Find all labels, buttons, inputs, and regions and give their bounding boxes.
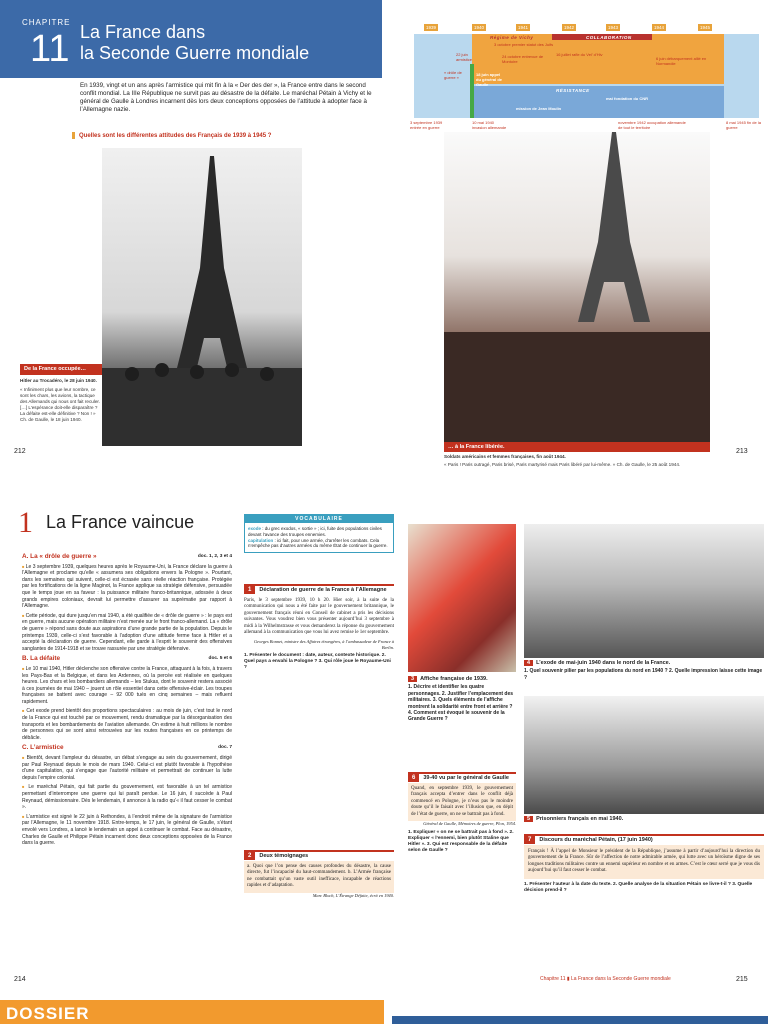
section-number: 1 xyxy=(18,506,33,539)
photo-hitler-trocadero xyxy=(102,148,302,446)
subsection-c-title: C. L’armistice xyxy=(22,744,64,752)
dossier-label: DOSSIER xyxy=(6,1004,90,1023)
timeline-collab-label: COLLABORATION xyxy=(586,35,632,40)
document-number: 5 xyxy=(524,816,533,822)
subsection-a-title: A. La « drôle de guerre » xyxy=(22,553,97,560)
caption-doc1-label-text: De la France occupée… xyxy=(24,366,87,372)
document-7-header xyxy=(524,836,764,845)
caption-doc2-title: Soldats américains et femmes françaises, fin août 1944. xyxy=(444,454,566,459)
lesson-paragraph: ■ Cet exode prend bientôt des proportions spectaculaires : au mois de juin, c’est tout le nord de la France qui est touché par ce mouvement, rendu dramatique par la désorganisation des transports et les bombardements de l’aviation allemande. On estime à huit millions le nombre de personnes qui se sont ainsi retrouvées sur les routes françaises en ce printemps de débâcle. xyxy=(22,708,232,741)
document-number: 7 xyxy=(524,836,535,844)
caption-doc2-quote: « Paris ! Paris outragé, Paris brisé, Paris martyrisé mais Paris libéré par lui-même. » Ch. de Gaulle, le 25 août 1944. xyxy=(444,462,681,467)
document-questions: 1. Décrire et identifier les quatre personnages. 2. Justifier l’emplacement des militaires. 3. Quels éléments de l’affiche montrent la solidarité entre front et arrière ? 4. Comment est évoqué le souvenir de la Grande Guerre ? xyxy=(408,684,514,723)
chapter-intro: En 1939, vingt et un ans après l’armistice qui mit fin à la « Der des der », la France entre dans le second conflit mondial. La IIIe République ne survit pas au désastre de la défaite. Le maréchal Pétain à Vichy et le général de Gaulle à Londres incarnent dès lors deux conceptions opposées de l’attitude à adopter face à l’Allemagne nazie. xyxy=(80,82,372,113)
caption-doc4-header xyxy=(524,660,764,666)
caption-doc3 xyxy=(408,676,516,723)
vocabulary-term: capitulation xyxy=(248,537,274,543)
vocabulary-term: exode xyxy=(248,526,262,531)
lesson-column xyxy=(22,550,232,850)
document-number: 1 xyxy=(244,586,255,594)
photo-prisoners-image xyxy=(524,696,764,814)
document-text: a. Quoi que l’on pense des causes profondes du désastre, la cause directe, fut l’incapacité du haut-commandement. b. L’Armée française ne combattait qu’un vaste outil inefficace, incapable de réactions rapides et d’adaptation. xyxy=(244,861,394,893)
timeline-event: mission de Jean Moulin xyxy=(516,106,562,111)
photo-liberation xyxy=(444,132,710,442)
caption-doc1 xyxy=(20,364,102,423)
caption-doc4 xyxy=(524,660,764,681)
timeline-event: novembre 1942 occupation allemande de tout le territoire xyxy=(618,120,686,130)
next-page-band xyxy=(392,1016,768,1024)
timeline-resistance-label: RÉSISTANCE xyxy=(556,88,590,93)
document-title: L’exode de mai-juin 1940 dans le nord de la France. xyxy=(536,660,671,666)
vocabulary-body xyxy=(245,523,393,552)
document-2 xyxy=(244,850,394,898)
lesson-paragraph: ■ Bientôt, devant l’ampleur du désastre, un débat s’engage au sein du gouvernement, dirigé par Paul Reynaud depuis le mois de mars 1940. Celui-ci est plutôt favorable à l’hypothèse d’une capitulation, qui s’engage que l’autorité militaire et permettrait de continuer la lutte depuis l’empire colonial. xyxy=(22,755,232,781)
timeline-event: mai fondation du CNR xyxy=(606,96,648,101)
timeline-year: 1941 xyxy=(518,25,529,30)
timeline-years xyxy=(406,24,764,32)
document-7 xyxy=(524,834,764,894)
document-questions: 1. Quel souvenir pilier par les populations du nord en 1940 ? 2. Quelle impression laisse cette image ? xyxy=(524,668,763,681)
timeline-event: 18 juin appel du général de Gaulle xyxy=(476,72,503,87)
document-title: Deux témoignages xyxy=(259,853,309,859)
lesson-paragraph: ■ Le 10 mai 1940, Hitler déclenche son offensive contre la France, attaquant à la fois, à travers les Pays-Bas et la Belgique, et dans les Ardennes, où la percée est réalisée en quelques heures. Les chars et les bombardiers allemands – les Stukas, dont le souvenir restera associé à ces journées de mai 1940 – jouent un rôle essentiel dans cette offensive-éclair. Les troupes françaises se battent avec courage – 92 000 tués en cinq semaines – mais refluent rapidement. xyxy=(22,666,232,706)
timeline-event: 8 mai 1945 fin de la guerre xyxy=(726,120,761,130)
footer-chapter-ref: Chapitre 11 ▮ La France dans la Seconde Guerre mondiale xyxy=(540,976,671,982)
page-number: 212 xyxy=(14,448,26,455)
chapter-title-line1: La France dans xyxy=(80,22,206,42)
page-number: 215 xyxy=(736,976,748,983)
subsection-c-header xyxy=(22,745,232,752)
vocabulary-box xyxy=(244,514,394,553)
caption-doc1-quote: « Infiniment plus que leur nombre, ce sont les chars, les avions, la tactique des Allemands qui nous ont fait reculer. […] L’espérance doit-elle disparaître ? La défaite est-elle définitive ? Non ! » Ch. de Gaulle, le 18 juin 1940. xyxy=(20,387,100,422)
document-number: 3 xyxy=(408,676,417,682)
timeline-year: 1940 xyxy=(474,25,485,30)
document-title: Affiche française de 1939. xyxy=(420,676,488,682)
caption-doc1-label xyxy=(20,364,102,375)
document-number: 6 xyxy=(408,774,419,782)
subsection-b-docs: doc. 5 et 6 xyxy=(208,656,232,662)
vocabulary-entry xyxy=(248,526,390,538)
lesson-paragraph: ■ Le maréchal Pétain, qui fait partie du gouvernement, est favorable à un tel armistice permettant d’interrompre une guerre qui lui paraît perdue. Le 16 juin, il succède à Paul Reynaud, démissionnaire. Dès le lendemain, il annonce à la radio qu’« il faut cesser le combat ». xyxy=(22,784,232,810)
vocabulary-definition: : du grec exodos, « sortie » ; ici, fuite des populations civiles devant l’avance des troupes ennemies. xyxy=(248,526,382,537)
section-title: La France vaincue xyxy=(46,512,195,532)
document-text: Paris, le 3 septembre 1939, 10 h 20. Hier soir, à la suite de la communication qui nous a été faite par le gouvernement britannique, le gouvernement français réuni en Conseil de cabinet a pris les décisions suivantes. Vous voudrez bien vous présenter aujourd’hui 3 septembre à midi à la Wilhelmstrasse et vous demanderez la réponse du gouvernement allemand à la communication que vous lui avez remise le 1er septembre. xyxy=(244,598,394,636)
document-questions: 1. Présenter l’auteur à la date du texte. 2. Quelle analyse de la situation Pétain se livre-t-il ? 3. Quelle décision prend-il ? xyxy=(524,881,753,893)
timeline-event: 6 juin débarquement allié en Normandie xyxy=(656,56,707,66)
page-212-213 xyxy=(0,0,768,496)
eiffel-tower-icon xyxy=(102,148,302,446)
timeline-year: 1942 xyxy=(564,25,575,30)
caption-doc5 xyxy=(524,816,764,822)
document-source: Général de Gaulle, Mémoires de guerre, Plon, 1954. xyxy=(423,821,516,827)
subsection-b-title: B. La défaite xyxy=(22,655,60,663)
timeline-year: 1943 xyxy=(608,25,619,30)
caption-doc2 xyxy=(444,442,710,468)
document-title: Déclaration de guerre de la France à l’Allemagne xyxy=(259,587,387,593)
page-number: 213 xyxy=(736,448,748,455)
vocabulary-entry xyxy=(248,538,390,550)
lesson-paragraph: ■ Cette période, qui dure jusqu’en mai 1940, a été qualifiée de « drôle de guerre » : le pays est en guerre, mais aucune opération militaire n’est menée sur le front franco-allemand. La « drôle de guerre » répond sans doute aux aspirations d’une grande partie de la population. Depuis le printemps 1939, celle-ci s’est favorable à l’adoption d’une attitude ferme face à Hitler et a accepté la déclaration de guerre. Cependant, elle garde à l’esprit le souvenir des offensives sanglantes de 1914-1918 et se trouve rassurée par une stratégie défensive. xyxy=(22,613,232,653)
timeline-event: 24 octobre entrevue de Montoire xyxy=(502,54,544,64)
document-6 xyxy=(408,772,516,854)
document-2-header xyxy=(244,852,394,861)
document-6-header xyxy=(408,774,516,783)
timeline-resistance-band xyxy=(472,86,724,118)
document-source: Marc Bloch, L’Étrange Défaite, écrit en 1940. xyxy=(312,892,394,898)
timeline-event: « drôle de guerre » xyxy=(444,70,462,80)
timeline-event: 3 octobre premier statut des Juifs xyxy=(494,42,554,47)
timeline-event: 16 juillet rafle du Vel’ d’Hiv xyxy=(556,52,603,57)
document-source: Georges Bonnet, ministre des Affaires étrangères, à l’ambassadeur de France à Berlin. xyxy=(254,639,394,650)
subsection-a-header xyxy=(22,554,232,561)
chapter-label: CHAPITRE xyxy=(22,18,71,27)
document-text: Quand, en septembre 1939, le gouvernement français accepta d’entrer dans le conflit déjà commencé en Pologne, je n’eus pas le moindre doute qu’il le faisait avec l’illusion que, en dépit de l’état de guerre, on ne se battrait pas à fond. xyxy=(408,783,516,821)
timeline xyxy=(406,24,764,130)
document-title: Prisonniers français en mai 1940. xyxy=(536,816,624,822)
document-number: 4 xyxy=(524,660,533,666)
lesson-paragraph: ■ L’armistice est signé le 22 juin à Rethondes, à l’endroit même de la signature de l’armistice par l’Allemagne, le 11 novembre 1918. Entre-temps, le 17 juin, le général de Gaulle, s’étant envolé vers Londres, a lancé le lendemain un appel à continuer le combat. Face au désastre, Charles de Gaulle et Philippe Pétain incarnent donc deux conceptions opposées de la France dans la guerre. xyxy=(22,814,232,847)
timeline-event: 3 septembre 1939 entrée en guerre xyxy=(410,120,443,130)
document-questions: 1. Présenter le document : date, auteur, contexte historique. 2. Quel pays a envahi la Pologne ? 3. Qui rôle joue le Royaume-Uni ? xyxy=(244,653,391,671)
timeline-event: 10 mai 1940 invasion allemande xyxy=(472,120,507,130)
timeline-year: 1944 xyxy=(654,25,665,30)
document-1-header xyxy=(244,586,394,595)
chapter-title-line2: la Seconde Guerre mondiale xyxy=(80,43,310,63)
document-questions: 1. Expliquer « on ne se battrait pas à fond ». 2. Expliquer « l’ennemi, bien plutôt Staline que Hitler ». 3. Qui est responsable de la défaite selon de Gaulle ? xyxy=(408,829,514,853)
document-title: Discours du maréchal Pétain, (17 juin 1940) xyxy=(539,837,653,843)
subsection-a-docs: doc. 1, 2, 3 et 4 xyxy=(197,554,232,559)
vocabulary-header: VOCABULAIRE xyxy=(245,515,393,523)
chapter-title xyxy=(80,22,309,64)
timeline-vichy-label: Régime de Vichy xyxy=(490,35,534,40)
chapter-question: Quelles sont les différentes attitudes des Français de 1939 à 1945 ? xyxy=(72,132,271,139)
caption-doc2-label: … à la France libérée. xyxy=(444,442,710,452)
timeline-year: 1939 xyxy=(426,25,437,30)
chapter-number: 11 xyxy=(30,28,70,70)
caption-doc1-title: Hitler au Trocadéro, le 28 juin 1940. xyxy=(20,378,97,383)
subsection-c-docs: doc. 7 xyxy=(218,745,232,751)
vocabulary-definition: : ici fait, pour une armée, d’arrêter les combats. Cela n’empêche pas d’autres armées du même État de continuer la guerre. xyxy=(248,537,388,549)
timeline-year: 1945 xyxy=(700,25,711,30)
poster-1939-image xyxy=(408,524,516,672)
caption-doc5-header xyxy=(524,816,764,822)
lesson-paragraph: ■ Le 3 septembre 1939, quelques heures après le Royaume-Uni, la France déclare la guerre à l’Allemagne et proclame qu’elle « assumera ses obligations envers la Pologne ». Pourtant, dans les semaines qui suivent, celle-ci est écrasée sans réelle réaction française. Protégée par les fortifications de la ligne Maginot, la France applique sa stratégie défensive, persuadée que le temps joue en sa faveur : la puissance militaire franco-britannique, adossée à deux grands empires coloniaux, devrait lui permettre d’assurer sa suprématie par rapport à l’Allemagne. xyxy=(22,564,232,610)
document-1 xyxy=(244,584,394,671)
caption-doc3-header xyxy=(408,676,516,682)
document-text: Français ! À l’appel de Monsieur le président de la République, j’assume à partir d’aujourd’hui la direction du gouvernement de la France. Sûr de l’affection de notre admirable armée, qui lutte avec un héroïsme digne de ses longues traditions militaires contre un ennemi supérieur en nombre et en armes. C’est le cœur serré que je vous dis aujourd’hui qu’il faut cesser le combat. xyxy=(524,845,764,879)
subsection-b-header xyxy=(22,656,232,663)
timeline-free-france-bar xyxy=(470,64,474,118)
photo-exode-image xyxy=(524,524,764,658)
document-number: 2 xyxy=(244,852,255,860)
document-title: 39-40 vu par le général de Gaulle xyxy=(423,775,509,781)
page-number: 214 xyxy=(14,976,26,983)
timeline-event: 22 juin armistice xyxy=(456,52,473,62)
eiffel-tower-icon xyxy=(444,132,710,442)
